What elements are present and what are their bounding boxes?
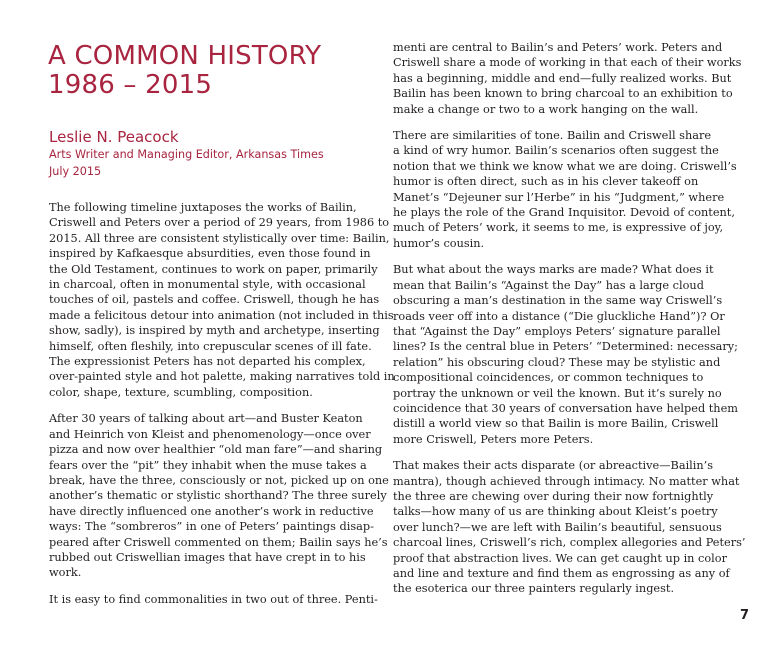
text-line: talks—how many of us are thinking about Kleist’s poetry	[393, 505, 718, 519]
text-line: has a beginning, middle and end—fully realized works. But	[393, 71, 732, 85]
right-column	[393, 40, 746, 608]
left-column	[49, 200, 395, 618]
text-line: lines? Is the central blue in Peters’ “Determined: necessary;	[393, 340, 738, 354]
paragraph	[49, 411, 389, 580]
text-line: menti are central to Bailin’s and Peters’ work. Peters and	[393, 41, 723, 54]
text-line: color, shape, texture, scumbling, composition.	[49, 385, 313, 399]
text-line: he plays the role of the Grand Inquisitor. Devoid of content,	[393, 206, 735, 220]
text-line: Criswell and Peters over a period of 29 years, from 1986 to	[49, 216, 390, 230]
text-line: over-painted style and hot palette, making narratives told in	[49, 370, 395, 384]
text-line: and Heinrich von Kleist and phenomenology—once over	[49, 427, 371, 441]
text-line: compositional coincidences, or common techniques to	[393, 371, 704, 385]
text-line: over lunch?—we are left with Bailin’s beautiful, sensuous	[393, 520, 722, 534]
text-line: mantra), though achieved through intimacy. No matter what	[393, 474, 740, 488]
text-line: mean that Bailin’s “Against the Day” has a large cloud	[393, 278, 704, 292]
text-line: There are similarities of tone. Bailin and Criswell share	[393, 129, 712, 143]
text-line: peared after Criswell commented on them; Bailin says he’s	[49, 535, 388, 549]
text-line: 2015. All three are consistent stylistically over time: Bailin,	[49, 231, 390, 245]
text-line: much of Peters’ work, it seems to me, is expressive of joy,	[393, 221, 724, 235]
text-line: coincidence that 30 years of conversation have helped them	[393, 401, 738, 415]
paragraph	[393, 262, 738, 447]
text-line: break, have the three, consciously or not, picked up on one	[49, 473, 389, 487]
paragraph	[49, 200, 395, 400]
text-line: that “Against the Day” employs Peters’ signature parallel	[393, 324, 721, 338]
text-line: rubbed out Criswellian images that have crept in to his	[49, 550, 366, 564]
text-line: more Criswell, Peters more Peters.	[393, 432, 594, 446]
text-line: The expressionist Peters has not departed his complex,	[49, 355, 366, 369]
publication-date: July 2015	[49, 165, 102, 178]
author-name: Leslie N. Peacock	[49, 128, 179, 146]
text-line: relation” his obscuring cloud? These may be stylistic and	[393, 355, 721, 369]
text-line: Manet’s “Dejeuner sur l’Herbe” in his “Judgment,” where	[393, 190, 725, 204]
author-role: Arts Writer and Managing Editor, Arkansas Times	[49, 148, 324, 161]
text-line: have directly influenced one another’s work in reductive	[49, 504, 374, 518]
text-line: show, sadly), is inspired by myth and archetype, inserting	[49, 324, 380, 338]
text-line: the three are chewing over during their now fortnightly	[393, 489, 714, 503]
text-line: a kind of wry humor. Bailin’s scenarios often suggest the	[393, 144, 719, 158]
text-line: proof that abstraction lives. We can get caught up in color	[393, 551, 727, 565]
text-line: Criswell share a mode of working in that each of their works	[393, 56, 742, 70]
text-line: made a felicitous detour into animation (not included in this	[49, 308, 394, 322]
text-line: Bailin has been known to bring charcoal to an exhibition to	[393, 87, 733, 101]
text-line: humor’s cousin.	[393, 236, 485, 250]
text-line: roads veer off into a distance (“Die gluckliche Hand”)? Or	[393, 309, 725, 323]
text-line: It is easy to find commonalities in two out of three. Penti-	[49, 592, 378, 606]
text-line: himself, often fleshily, into crepuscular scenes of ill fate.	[49, 339, 372, 353]
text-line: That makes their acts disparate (or abreactive—Bailin’s	[393, 459, 714, 473]
text-line: fears over the “pit” they inhabit when the muse takes a	[49, 458, 367, 472]
page-number: 7	[739, 608, 749, 623]
text-line: obscuring a man’s destination in the same way Criswell’s	[393, 294, 723, 308]
text-line: the Old Testament, continues to work on paper, primarily	[49, 262, 378, 276]
text-line: work.	[49, 566, 82, 580]
text-line: and line and texture and find them as engrossing as any of	[393, 567, 730, 580]
text-line: in charcoal, often in monumental style, with occasional	[49, 278, 366, 292]
text-line: another’s thematic or stylistic shorthand? The three surely	[49, 489, 387, 503]
text-line: After 30 years of talking about art—and Buster Keaton	[49, 412, 363, 426]
text-line: But what about the ways marks are made? What does it	[393, 263, 714, 277]
text-line: distill a world view so that Bailin is more Bailin, Criswell	[393, 417, 719, 431]
text-line: pizza and now over healthier “old man fare”—and sharing	[49, 443, 383, 457]
text-line: inspired by Kafkaesque absurdities, even those found in	[49, 247, 371, 261]
text-line: charcoal lines, Criswell’s rich, complex allegories and Peters’	[393, 536, 746, 550]
text-line: make a change or two to a work hanging on the wall.	[393, 102, 699, 116]
text-line: humor is often direct, such as in his clever takeoff on	[393, 175, 699, 189]
paragraph	[393, 40, 742, 117]
text-line: notion that we think we know what we are doing. Criswell’s	[393, 159, 737, 173]
text-line: the esoterica our three painters regularly ingest.	[393, 582, 675, 596]
title-line-2: 1986 – 2015	[48, 70, 213, 100]
paragraph	[49, 592, 378, 607]
text-line: The following timeline juxtaposes the works of Bailin,	[49, 201, 357, 214]
text-line: portray the unknown or veil the known. But it’s surely no	[393, 386, 722, 400]
article-title	[48, 42, 368, 100]
title-line-1: A COMMON HISTORY	[48, 41, 322, 71]
paragraph	[393, 128, 737, 251]
text-line: ways: The “sombreros” in one of Peters’ paintings disap-	[49, 520, 374, 534]
paragraph	[393, 458, 746, 597]
text-line: touches of oil, pastels and coffee. Criswell, though he has	[49, 293, 380, 307]
